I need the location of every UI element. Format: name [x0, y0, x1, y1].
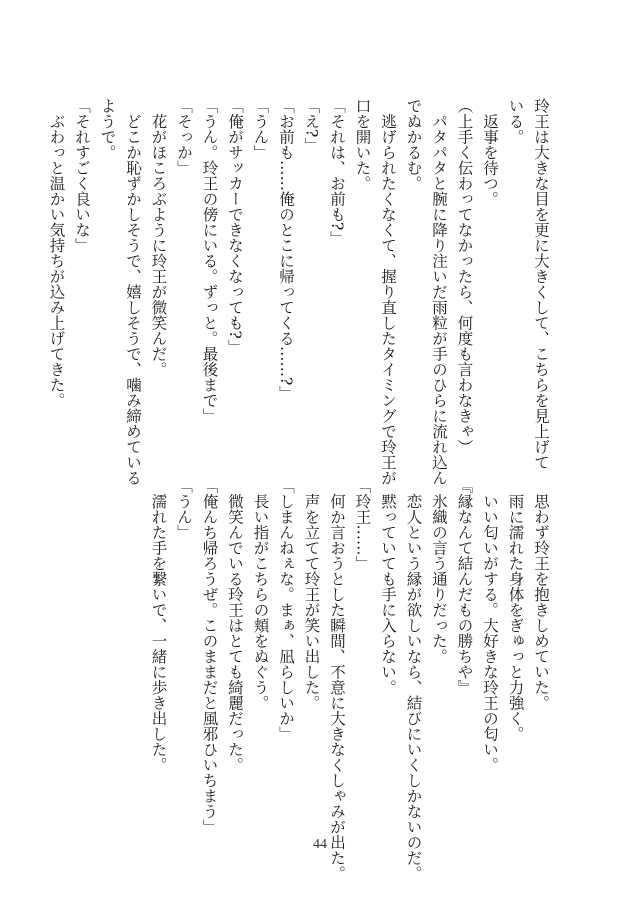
text-line: どこか恥ずかしそうで、嬉しそうで、噛み締めている — [124, 98, 142, 486]
text-line: 長い指がこちらの頬をぬぐう。 — [251, 478, 270, 711]
text-line: ぶわっと温かい気持ちが込み上げてきた。 — [47, 98, 66, 408]
text-line: 玲王は大きな目を更に大きくして、こちらを見上げて — [532, 98, 550, 470]
text-line: 逃げられたくなくて、握り直したタイミングで玲王が — [379, 98, 397, 486]
text-line: 「俺んち帰ろうぜ。このままだと風邪ひいちまう」 — [200, 478, 219, 835]
text-line: 「しまんねぇな。まぁ、凪らしいか」 — [277, 478, 295, 742]
text-line: パタパタと腕に降り注いだ雨粒が手のひらに流れ込ん — [430, 98, 448, 486]
text-line: 「お前も……俺のとこに帰ってくる……?」 — [277, 98, 295, 401]
text-line: 「うん」 — [175, 478, 193, 540]
text-line: 濡れた手を繋いで、一緒に歩き出した。 — [149, 478, 168, 773]
text-line: 微笑んでいる玲王はとても綺麗だった。 — [226, 478, 244, 773]
page-number: 44 — [313, 837, 327, 852]
text-line: ようで。 — [98, 98, 117, 160]
text-line: 何か言おうとした瞬間、不意に大きなくしゃみが出た。 — [328, 478, 346, 881]
text-line: 思わず玲王を抱きしめていた。 — [532, 478, 550, 711]
upper-text-block — [43, 98, 553, 486]
text-line: 口を開いた。 — [353, 98, 372, 191]
text-line: 声を立てて玲王が笑い出した。 — [302, 478, 321, 711]
text-line: 雨に濡れた身体をぎゅっと力強く。 — [506, 478, 525, 742]
text-line: 「俺がサッカーできなくなっても?」 — [226, 98, 244, 355]
text-line: 「玲王……」 — [353, 478, 372, 571]
text-line: 氷織の言う通りだった。 — [430, 478, 448, 664]
text-line: 返事を待つ。 — [481, 98, 499, 207]
text-line: 黙っていても手に入らない。 — [379, 478, 397, 695]
text-line: 「うん。玲王の傍にいる。ずっと。最後まで」 — [200, 98, 219, 424]
text-line: いい匂いがする。大好きな玲王の匂い。 — [481, 478, 499, 773]
text-line: 花がほころぶように玲王が微笑んだ。 — [149, 98, 168, 377]
text-line: 「うん」 — [251, 98, 270, 160]
text-line: （上手く伝わってなかったら、何度も言わなきゃ） — [455, 98, 474, 455]
text-line: 「それは、お前も?」 — [328, 98, 346, 246]
text-line: 『縁なんて結んだもの勝ちや』 — [455, 478, 474, 695]
text-line: 「え?」 — [302, 98, 321, 153]
text-line: 「そっか」 — [175, 98, 193, 176]
text-line: 「それすごく良いな」 — [73, 98, 91, 253]
text-line: でぬかるむ。 — [404, 98, 423, 191]
text-line: いる。 — [506, 98, 525, 145]
text-line: 恋人という縁が欲しいなら、結びにいくしかないのだ。 — [404, 478, 423, 881]
